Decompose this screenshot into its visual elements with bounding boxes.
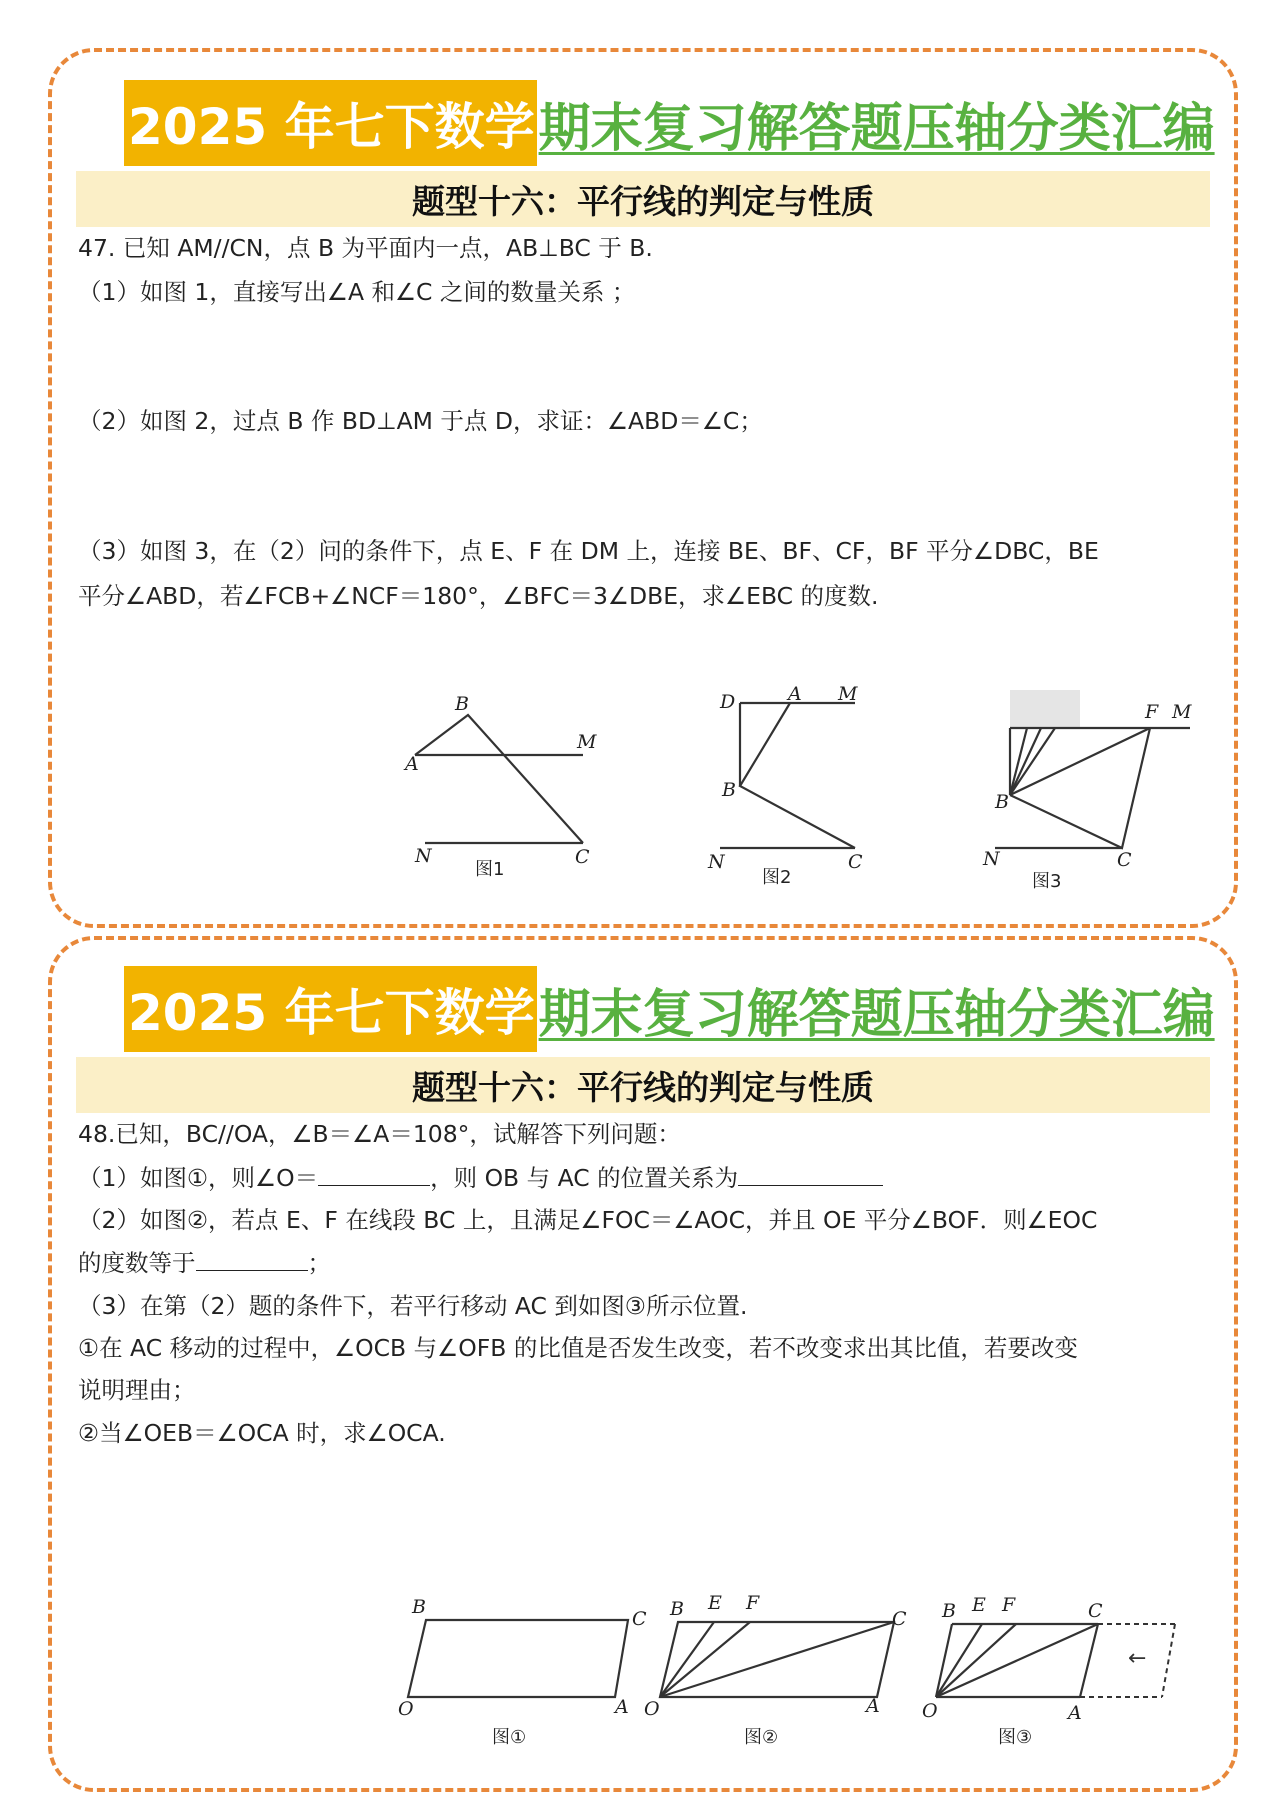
p47-figure-1 bbox=[395, 680, 615, 894]
q2-text-before: 的度数等于 bbox=[78, 1249, 196, 1277]
p48-fig2-label-E: E bbox=[708, 1592, 722, 1614]
fig1-label-M: M bbox=[577, 731, 597, 753]
p48-fig2-label-O: O bbox=[644, 1698, 660, 1720]
problem48-q2-line2 bbox=[78, 1248, 1218, 1278]
answer-blank-angle-EOC[interactable] bbox=[196, 1248, 308, 1271]
problem48-q1 bbox=[78, 1163, 1218, 1193]
p48-fig2-label-A: A bbox=[866, 1695, 880, 1717]
title-part-green: 期末复习解答题压轴分类汇编 bbox=[538, 98, 1215, 159]
fig1-caption: 图1 bbox=[475, 859, 505, 880]
title-part-yellow: 2025 年七下数学 bbox=[124, 966, 537, 1052]
fig1-label-B: B bbox=[455, 693, 469, 715]
q1-text-middle: ，则 OB 与 AC 的位置关系为 bbox=[430, 1164, 739, 1192]
p47-figure-2 bbox=[690, 678, 890, 897]
q2-text-after: ； bbox=[307, 1249, 331, 1277]
p48-figure-2 bbox=[642, 1592, 912, 1756]
fig3-label-N: N bbox=[983, 848, 1000, 870]
fig3-label-B: B bbox=[995, 791, 1009, 813]
p48-figure-3 bbox=[920, 1594, 1190, 1756]
p48-fig1-label-C: C bbox=[632, 1608, 647, 1630]
section-subtitle-2: 题型十六：平行线的判定与性质 bbox=[76, 1057, 1210, 1113]
fig2-label-M: M bbox=[838, 683, 858, 705]
section-subtitle: 题型十六：平行线的判定与性质 bbox=[76, 171, 1210, 227]
problem47-q3-line1: （3）如图 3，在（2）问的条件下，点 E、F 在 DM 上，连接 BE、BF、CF，BF 平分∠DBC，BE bbox=[78, 537, 1099, 565]
p48-fig1-label-A: A bbox=[615, 1696, 629, 1718]
left-arrow-icon: ← bbox=[1128, 1646, 1147, 1671]
p48-fig2-label-B: B bbox=[670, 1598, 684, 1620]
p48-fig3-caption: 图③ bbox=[998, 1727, 1033, 1748]
fig3-label-C: C bbox=[1117, 849, 1132, 871]
fig1-label-N: N bbox=[415, 845, 432, 867]
fig2-label-N: N bbox=[708, 851, 725, 873]
problem48-q3-1-line2: 说明理由； bbox=[78, 1376, 196, 1404]
p48-fig1-caption: 图① bbox=[492, 1727, 527, 1748]
problem48-q3-2: ②当∠OEB＝∠OCA 时，求∠OCA. bbox=[78, 1419, 446, 1447]
fig1-label-A: A bbox=[405, 753, 419, 775]
title-part-green: 期末复习解答题压轴分类汇编 bbox=[538, 984, 1215, 1045]
fig3-label-F: F bbox=[1145, 701, 1159, 723]
problem47-statement: 47. 已知 AM//CN，点 B 为平面内一点，AB⊥BC 于 B. bbox=[78, 234, 653, 262]
header-title bbox=[124, 80, 1215, 166]
p48-fig2-label-F: F bbox=[746, 1592, 760, 1614]
p48-fig3-label-O: O bbox=[922, 1700, 938, 1722]
p48-figure-1 bbox=[390, 1595, 650, 1754]
problem48-statement: 48.已知，BC//OA，∠B＝∠A＝108°，试解答下列问题： bbox=[78, 1120, 681, 1148]
p48-fig3-label-C: C bbox=[1088, 1600, 1103, 1622]
problem48-q2-line1: （2）如图②，若点 E、F 在线段 BC 上，且满足∠FOC＝∠AOC，并且 OE 平分∠BOF．则∠EOC bbox=[78, 1206, 1098, 1234]
header-title-2 bbox=[124, 966, 1215, 1052]
problem47-q3-line2: 平分∠ABD，若∠FCB+∠NCF＝180°，∠BFC＝3∠DBE，求∠EBC 的度数. bbox=[78, 582, 879, 610]
fig2-label-D: D bbox=[720, 691, 736, 713]
p48-fig2-caption: 图② bbox=[744, 1727, 779, 1748]
problem47-q2: （2）如图 2，过点 B 作 BD⊥AM 于点 D，求证：∠ABD＝∠C； bbox=[78, 407, 763, 435]
answer-blank-angle-O[interactable] bbox=[318, 1163, 430, 1186]
p48-fig3-label-F: F bbox=[1002, 1594, 1016, 1616]
fig2-label-C: C bbox=[848, 851, 863, 873]
problem48-q3-1-line1: ①在 AC 移动的过程中，∠OCB 与∠OFB 的比值是否发生改变，若不改变求出其比值，若要改变 bbox=[78, 1334, 1078, 1362]
problem48-q3: （3）在第（2）题的条件下，若平行移动 AC 到如图③所示位置. bbox=[78, 1292, 748, 1320]
p48-fig3-label-A: A bbox=[1068, 1702, 1082, 1724]
p48-fig1-label-B: B bbox=[412, 1596, 426, 1618]
fig2-label-B: B bbox=[722, 779, 736, 801]
q1-text-before: （1）如图①，则∠O＝ bbox=[78, 1164, 319, 1192]
fig3-caption: 图3 bbox=[1032, 871, 1062, 892]
fig2-label-A: A bbox=[788, 683, 802, 705]
fig3-label-M: M bbox=[1172, 701, 1192, 723]
p47-figure-3 bbox=[975, 680, 1195, 899]
p48-fig2-label-C: C bbox=[892, 1608, 907, 1630]
p48-fig3-label-B: B bbox=[942, 1600, 956, 1622]
p48-fig3-label-E: E bbox=[972, 1594, 986, 1616]
answer-blank-OB-AC-relation[interactable] bbox=[738, 1163, 883, 1186]
fig2-caption: 图2 bbox=[762, 867, 792, 888]
title-part-yellow: 2025 年七下数学 bbox=[124, 80, 537, 166]
fig1-label-C: C bbox=[575, 846, 590, 868]
p48-fig1-label-O: O bbox=[398, 1698, 414, 1720]
problem47-q1: （1）如图 1，直接写出∠A 和∠C 之间的数量关系 ； bbox=[78, 278, 636, 306]
